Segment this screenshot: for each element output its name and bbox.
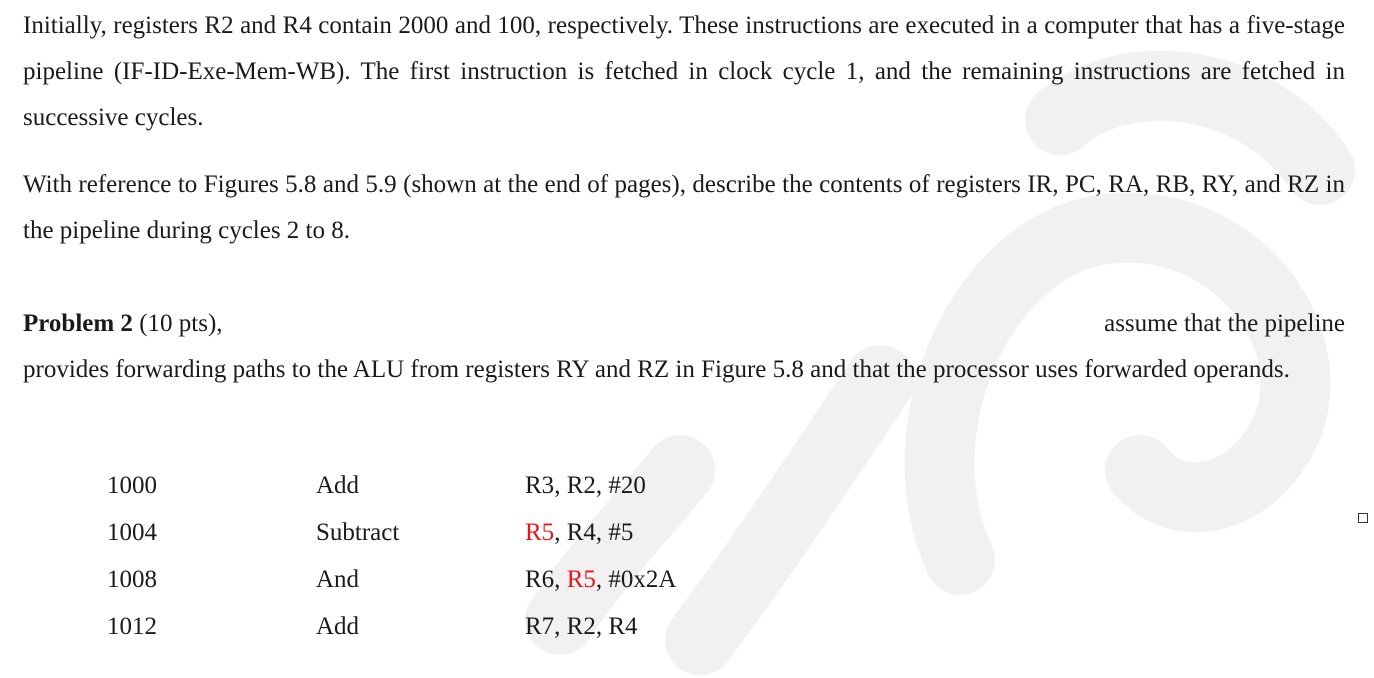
problem2-heading-line (23, 301, 1345, 347)
operand-text: , R2, #20 (554, 471, 646, 499)
highlighted-register: R5 (566, 565, 596, 593)
instruction-opcode: And (316, 565, 360, 593)
instruction-opcode: Subtract (316, 518, 400, 546)
instruction-address: 1004 (107, 518, 157, 546)
highlighted-register: R3 (525, 471, 555, 499)
instruction-row (107, 603, 825, 650)
reference-paragraph: With reference to Figures 5.8 and 5.9 (shown at the end of pages), describe the contents of registers IR, PC, RA, RB, RY, and RZ in the pipeline during cycles 2 to 8. (23, 171, 1345, 244)
instruction-address: 1012 (107, 612, 157, 640)
problem2-heading (23, 301, 223, 347)
highlighted-register: R5 (525, 518, 555, 546)
instruction-opcode: Add (316, 612, 360, 640)
problem2-body: provides forwarding paths to the ALU from registers RY and RZ in Figure 5.8 and that the processor uses forwarded operands. (23, 356, 1290, 383)
instruction-operands: R7, R2, R4 (525, 612, 638, 640)
instruction-operands (525, 556, 825, 603)
intro-paragraph: Initially, registers R2 and R4 contain 2000 and 100, respectively. These instructions are executed in a computer that has a five-stage pipeline (IF-ID-Exe-Mem-WB). The first instruction is fetched in clock cycle 1, and the remaining instructions are fetched in successive cycles. (23, 12, 1345, 131)
instruction-row (107, 556, 825, 603)
instruction-row (107, 509, 825, 556)
problem2-heading-tail: assume that the pipeline (1104, 310, 1345, 337)
instruction-operands (525, 509, 825, 556)
problem2-section (23, 301, 1345, 393)
problem2-points: (10 pts), (139, 310, 223, 337)
operand-text: , R4, #5 (554, 518, 634, 546)
instruction-opcode: Add (316, 471, 360, 499)
instruction-table (107, 462, 825, 650)
instruction-address: 1000 (107, 471, 157, 499)
operand-text: R6, (525, 565, 567, 593)
instruction-operands (525, 462, 825, 509)
instruction-row (107, 462, 825, 509)
anchor-marker-icon (1358, 513, 1368, 523)
instruction-address: 1008 (107, 565, 157, 593)
problem2-title: Problem 2 (23, 310, 133, 337)
operand-text: , #0x2A (595, 565, 677, 593)
